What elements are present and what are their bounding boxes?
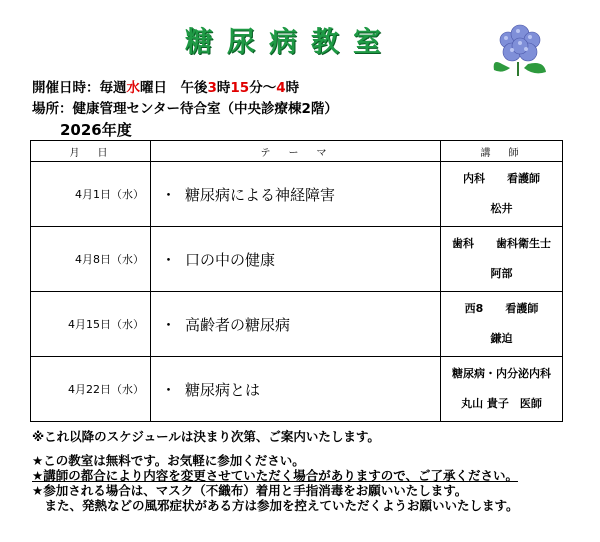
row-lecturer: 歯科 歯科衛生士 阿部	[441, 227, 563, 292]
mask-note: ★参加される場合は、マスク（不織布）着用と手指消毒をお願いいたします。	[32, 483, 468, 498]
row-theme: ・ 糖尿病による神経障害	[151, 162, 441, 227]
header-date: 月 日	[31, 141, 151, 162]
hydrangea-icon	[488, 18, 552, 80]
row-lecturer: 内科 看護師 松井	[441, 162, 563, 227]
page-title: 糖尿病教室	[184, 25, 395, 58]
table-row	[31, 227, 563, 292]
change-note: ★講師の都合により内容を変更させていただく場合がありますので、ご了承ください。	[32, 468, 518, 483]
row-lecturer: 西8 看護師 鎌迫	[441, 292, 563, 357]
row-date: 4月22日（水）	[31, 357, 151, 422]
row-theme: ・ 口の中の健康	[151, 227, 441, 292]
row-theme: ・ 高齢者の糖尿病	[151, 292, 441, 357]
location-info: 場所：健康管理センター待合室（中央診療棟2階）	[32, 101, 338, 117]
schedule-info: 開催日時：毎週水曜日 午後3時15分～4時	[32, 80, 300, 96]
schedule-table	[30, 140, 563, 422]
table-row	[31, 162, 563, 227]
row-lecturer: 糖尿病・内分泌内科 丸山 貴子 医師	[441, 357, 563, 422]
row-theme: ・ 糖尿病とは	[151, 357, 441, 422]
table-row	[31, 357, 563, 422]
free-note: ★この教室は無料です。お気軽に参加ください。	[32, 453, 305, 468]
header-lecturer: 講 師	[441, 141, 563, 162]
cold-note: また、発熱などの風邪症状がある方は参加を控えていただくようお願いいたします。	[32, 498, 519, 513]
table-row	[31, 292, 563, 357]
row-date: 4月15日（水）	[31, 292, 151, 357]
fiscal-year: 2026年度	[60, 121, 132, 139]
row-date: 4月8日（水）	[31, 227, 151, 292]
row-date: 4月1日（水）	[31, 162, 151, 227]
schedule-note: ※これ以降のスケジュールは決まり次第、ご案内いたします。	[32, 429, 380, 444]
table-header-row	[31, 141, 563, 162]
header-theme: テ ー マ	[151, 141, 441, 162]
